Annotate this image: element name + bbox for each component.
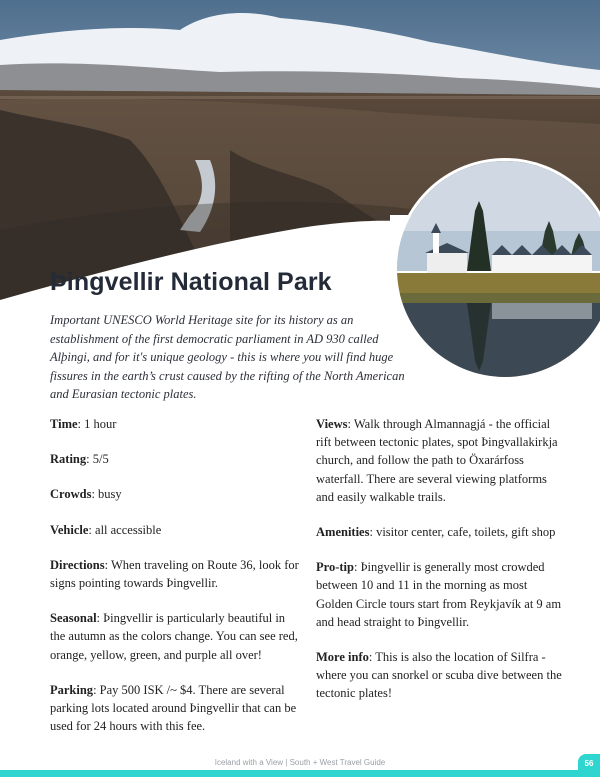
fact-value: : 1 hour [77,417,117,431]
fact-value: : busy [91,487,122,502]
fact-seasonal [50,609,300,664]
fact-rating [50,450,300,468]
fact-parking [50,681,300,736]
fact-label: Time [50,417,78,431]
fact-value: : This is also the location of Silfra - where you can snorkel or scuba dive between the tectonic plates! [316,650,562,701]
fact-value: : Þingvellir is particularly beautiful in the autumn as the colors change. You can see red, orange, yellow, green, and purple all over! [50,611,298,662]
left-info-column [50,415,300,752]
fact-value: : Pay 500 ISK /~ $4. There are several parking lots located around Þingvellir that can be used for 24 hours with this fee. [50,682,297,734]
fact-label: More info [316,650,369,665]
fact-value: : Þingvellir is generally most crowded between 10 and 11 in the morning as most Golden Circle tours start from Reykjavík at 9 am and head straight to Þingvellir. [316,560,562,629]
fact-pro-tip [316,558,566,631]
fact-label: Seasonal [50,611,97,626]
page-number-badge: 56 [578,754,600,777]
fact-label: Views [316,417,348,431]
fact-label: Pro-tip [316,560,354,575]
fact-crowds [50,485,300,503]
fact-label: Vehicle [50,522,89,537]
intro-paragraph: Important UNESCO World Heritage site for its history as an establishment of the first democratic parliament in AD 930 called Alþingi, and for it's unique geology - this is where you will find huge fissures in the earth’s crust caused by the rifting of the North American and Eurasian tectonic plates. [50,313,405,402]
page-title: Þingvellir National Park [50,268,332,296]
fact-value: : visitor center, cafe, toilets, gift shop [369,525,556,540]
fact-label: Parking [50,682,94,697]
fact-label: Directions [50,557,105,572]
fact-vehicle [50,521,300,539]
fact-views [316,415,566,506]
fact-value: : 5/5 [86,452,109,467]
fact-value: : Walk through Almannagjá - the official rift between tectonic plates, spot Þingvallakirkja church, and follow the path to Öxarárfoss waterfall. There are several viewing platforms and easily walkable trails. [316,417,558,504]
fact-label: Rating [50,452,87,467]
fact-amenities [316,523,566,541]
fact-directions [50,556,300,592]
fact-label: Amenities [316,525,370,540]
right-info-column [316,415,566,720]
fact-value: : When traveling on Route 36, look for signs pointing towards Þingvellir. [50,557,299,591]
footer-accent-bar [0,770,600,777]
fact-label: Crowds [50,487,92,502]
fact-more-info [316,648,566,703]
church-inset-image [394,158,600,380]
fact-value: : all accessible [88,522,162,537]
footer-text: Iceland with a View | South + West Travel Guide [214,758,386,767]
fact-time [50,415,300,433]
